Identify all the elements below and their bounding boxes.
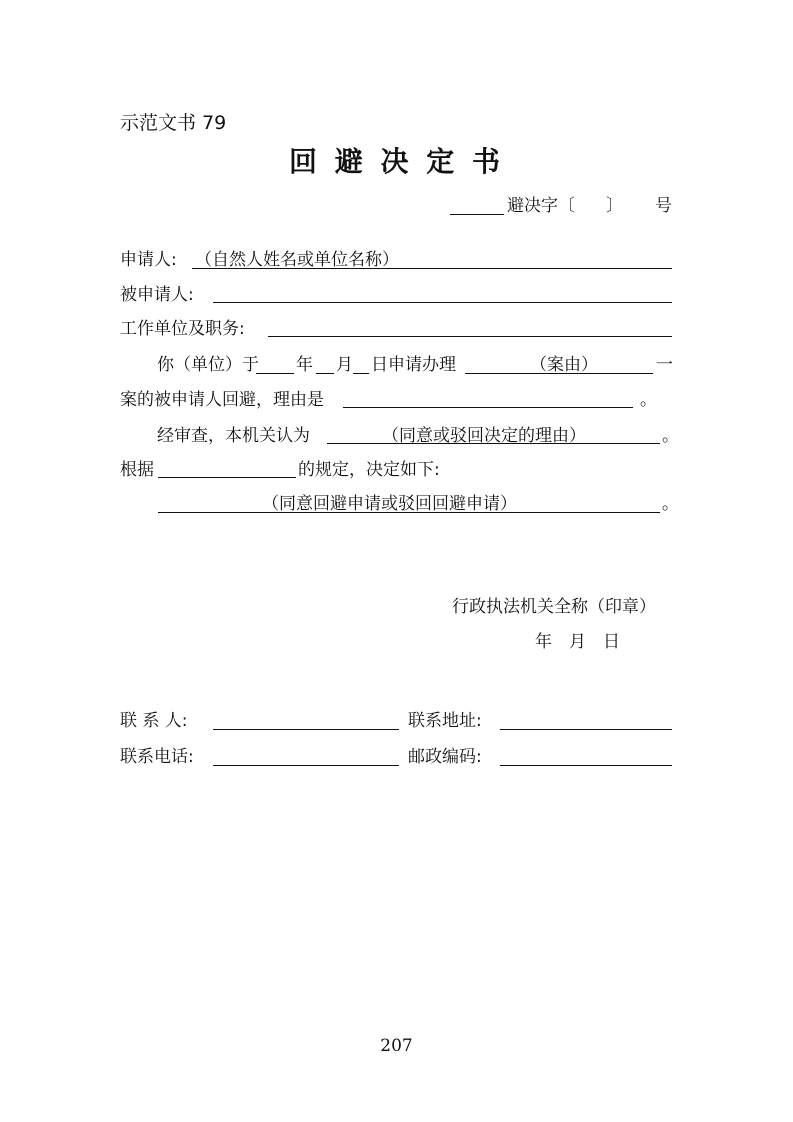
applicant-hint: （自然人姓名或单位名称） xyxy=(195,250,399,270)
applicant-label: 申请人: xyxy=(120,250,177,270)
respondent-label: 被申请人: xyxy=(120,285,194,305)
reason-field[interactable] xyxy=(343,407,633,408)
applicant-field[interactable] xyxy=(192,268,672,269)
contact-address-field[interactable] xyxy=(500,729,672,730)
contact-phone-field[interactable] xyxy=(213,765,399,766)
contact-postal-field[interactable] xyxy=(500,765,672,766)
p4-text: 的规定，决定如下: xyxy=(298,460,440,480)
day-field[interactable] xyxy=(353,373,369,374)
signature-date: 年 月 日 xyxy=(535,632,620,652)
p3-end: 。 xyxy=(662,426,679,446)
p5-end: 。 xyxy=(662,494,679,514)
p3-text: 经审查，本机关认为 xyxy=(157,426,310,446)
year-field[interactable] xyxy=(256,373,294,374)
p2-end: 。 xyxy=(640,390,657,410)
p1-month: 月 xyxy=(336,355,353,375)
p1-day: 日申请办理 xyxy=(371,355,456,375)
cause-hint: （案由） xyxy=(530,355,598,375)
respondent-field[interactable] xyxy=(213,302,672,303)
p2-text: 案的被申请人回避，理由是 xyxy=(120,390,324,410)
contact-address-label: 联系地址: xyxy=(408,711,482,731)
workplace-field[interactable] xyxy=(268,336,672,337)
doc-number-end: 号 xyxy=(655,196,672,216)
month-field[interactable] xyxy=(316,373,334,374)
p1-yi: 一 xyxy=(656,355,673,375)
contact-person-label: 联 系 人: xyxy=(120,711,188,731)
p4-start: 根据 xyxy=(120,460,154,480)
p1-text: 你（单位）于 xyxy=(157,355,259,375)
p5-hint: （同意回避申请或驳回回避申请） xyxy=(262,494,517,514)
signature-org: 行政执法机关全称（印章） xyxy=(452,597,656,617)
legal-basis-field[interactable] xyxy=(158,477,296,478)
page-number: 207 xyxy=(380,1036,413,1056)
p3-hint: （同意或驳回决定的理由） xyxy=(382,426,586,446)
doc-number-middle: 避决字〔 xyxy=(507,196,575,216)
doc-number-close: 〕 xyxy=(606,196,623,216)
series-label: 示范文书 79 xyxy=(120,112,227,134)
document-title: 回 避 决 定 书 xyxy=(289,145,504,178)
p1-year: 年 xyxy=(296,355,313,375)
doc-number-prefix-blank[interactable] xyxy=(450,214,504,215)
workplace-label: 工作单位及职务: xyxy=(120,319,245,339)
contact-postal-label: 邮政编码: xyxy=(408,747,482,767)
contact-person-field[interactable] xyxy=(213,729,399,730)
contact-phone-label: 联系电话: xyxy=(120,747,194,767)
